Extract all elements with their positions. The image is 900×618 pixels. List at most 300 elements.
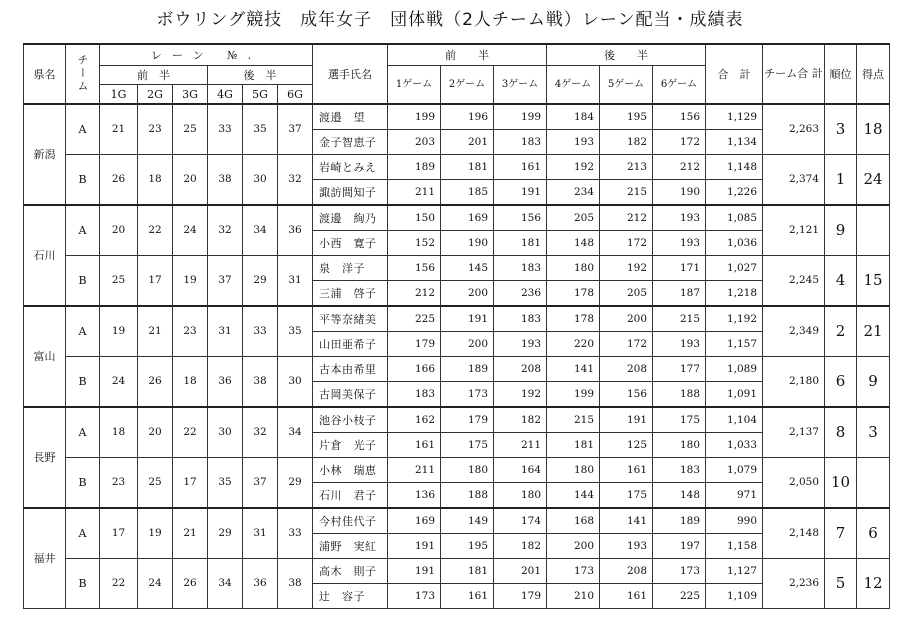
lane-number: 22	[138, 205, 173, 256]
game-score: 161	[600, 458, 653, 483]
lane-number: 29	[208, 508, 243, 559]
lane-number: 26	[138, 357, 173, 408]
table-row	[24, 104, 890, 130]
game-score: 179	[388, 332, 441, 357]
game-score: 178	[547, 306, 600, 332]
team-total: 2,245	[763, 256, 825, 307]
team-rank: 7	[825, 508, 857, 559]
lane-number: 19	[100, 306, 138, 357]
game-score: 183	[388, 382, 441, 408]
team-points	[857, 205, 890, 256]
game-score: 169	[441, 205, 494, 231]
player-name: 渡邉 望	[313, 104, 388, 130]
game-score: 225	[653, 584, 706, 609]
game-score: 178	[547, 281, 600, 307]
header-lane-2g: 2G	[138, 85, 173, 105]
table-row	[24, 155, 890, 180]
lane-number: 30	[243, 155, 278, 206]
lane-number: 23	[173, 306, 208, 357]
lane-number: 17	[138, 256, 173, 307]
player-total: 1,089	[706, 357, 763, 382]
game-score: 200	[600, 306, 653, 332]
game-score: 183	[494, 130, 547, 155]
lane-number: 38	[243, 357, 278, 408]
player-name: 今村佳代子	[313, 508, 388, 534]
game-score: 236	[494, 281, 547, 307]
lane-number: 22	[173, 407, 208, 458]
game-score: 199	[547, 382, 600, 408]
lane-number: 36	[208, 357, 243, 408]
player-total: 990	[706, 508, 763, 534]
game-score: 173	[547, 559, 600, 584]
team-label: B	[66, 559, 100, 609]
header-lane: レーン №.	[100, 44, 313, 66]
player-total: 1,027	[706, 256, 763, 281]
game-score: 234	[547, 180, 600, 206]
game-score: 172	[653, 130, 706, 155]
team-rank: 8	[825, 407, 857, 458]
game-score: 150	[388, 205, 441, 231]
header-team: チーム	[66, 44, 100, 104]
prefecture-name: 長野	[24, 407, 66, 508]
game-score: 208	[600, 357, 653, 382]
lane-number: 18	[173, 357, 208, 408]
team-total: 2,263	[763, 104, 825, 155]
player-name: 池谷小枝子	[313, 407, 388, 433]
game-score: 148	[653, 483, 706, 509]
game-score: 185	[441, 180, 494, 206]
team-total: 2,121	[763, 205, 825, 256]
game-score: 191	[388, 559, 441, 584]
header-lane-3g: 3G	[173, 85, 208, 105]
team-rank: 10	[825, 458, 857, 509]
team-total: 2,050	[763, 458, 825, 509]
lane-number: 18	[100, 407, 138, 458]
game-score: 144	[547, 483, 600, 509]
game-score: 173	[441, 382, 494, 408]
prefecture-name: 新潟	[24, 104, 66, 205]
game-score: 180	[653, 433, 706, 458]
game-score: 192	[494, 382, 547, 408]
table-row	[24, 256, 890, 281]
lane-number: 19	[173, 256, 208, 307]
lane-number: 31	[243, 508, 278, 559]
prefecture-name: 石川	[24, 205, 66, 306]
game-score: 141	[547, 357, 600, 382]
game-score: 187	[653, 281, 706, 307]
team-points: 21	[857, 306, 890, 357]
game-score: 205	[547, 205, 600, 231]
header-total: 合 計	[706, 44, 763, 104]
game-score: 192	[600, 256, 653, 281]
team-points: 18	[857, 104, 890, 155]
team-total: 2,180	[763, 357, 825, 408]
header-game-2: 2ゲーム	[441, 66, 494, 105]
game-score: 161	[600, 584, 653, 609]
table-body	[24, 104, 890, 609]
team-label: A	[66, 205, 100, 256]
game-score: 193	[653, 231, 706, 256]
lane-number: 35	[243, 104, 278, 155]
player-name: 浦野 実紅	[313, 534, 388, 559]
lane-number: 32	[208, 205, 243, 256]
lane-number: 24	[173, 205, 208, 256]
game-score: 179	[441, 407, 494, 433]
game-score: 148	[547, 231, 600, 256]
game-score: 201	[441, 130, 494, 155]
game-score: 183	[494, 256, 547, 281]
game-score: 215	[600, 180, 653, 206]
team-label: B	[66, 357, 100, 408]
game-score: 190	[653, 180, 706, 206]
game-score: 211	[494, 433, 547, 458]
team-label: B	[66, 155, 100, 206]
game-score: 162	[388, 407, 441, 433]
player-total: 1,226	[706, 180, 763, 206]
lane-number: 33	[208, 104, 243, 155]
player-total: 1,109	[706, 584, 763, 609]
player-name: 金子智恵子	[313, 130, 388, 155]
lane-number: 32	[243, 407, 278, 458]
team-total: 2,148	[763, 508, 825, 559]
lane-number: 24	[138, 559, 173, 609]
player-name: 渡邊 絢乃	[313, 205, 388, 231]
game-score: 174	[494, 508, 547, 534]
team-rank: 6	[825, 357, 857, 408]
team-rank: 9	[825, 205, 857, 256]
player-name: 諏訪間知子	[313, 180, 388, 206]
player-total: 1,158	[706, 534, 763, 559]
game-score: 177	[653, 357, 706, 382]
lane-number: 38	[208, 155, 243, 206]
lane-number: 21	[100, 104, 138, 155]
game-score: 205	[600, 281, 653, 307]
game-score: 181	[441, 155, 494, 180]
game-score: 169	[388, 508, 441, 534]
game-score: 211	[388, 180, 441, 206]
team-label: A	[66, 104, 100, 155]
game-score: 191	[441, 306, 494, 332]
game-score: 175	[600, 483, 653, 509]
game-score: 192	[547, 155, 600, 180]
game-score: 225	[388, 306, 441, 332]
lane-number: 30	[278, 357, 313, 408]
lane-number: 33	[278, 508, 313, 559]
game-score: 212	[388, 281, 441, 307]
player-total: 1,033	[706, 433, 763, 458]
game-score: 180	[441, 458, 494, 483]
lane-number: 20	[173, 155, 208, 206]
team-label: B	[66, 458, 100, 509]
table-row	[24, 306, 890, 332]
header-game-3: 3ゲーム	[494, 66, 547, 105]
player-total: 1,127	[706, 559, 763, 584]
team-points: 24	[857, 155, 890, 206]
game-score: 156	[494, 205, 547, 231]
table-header	[24, 44, 890, 104]
player-total: 1,104	[706, 407, 763, 433]
game-score: 182	[494, 534, 547, 559]
team-label: A	[66, 508, 100, 559]
lane-number: 22	[100, 559, 138, 609]
game-score: 188	[653, 382, 706, 408]
lane-number: 31	[278, 256, 313, 307]
team-total: 2,137	[763, 407, 825, 458]
player-name: 山田亜希子	[313, 332, 388, 357]
header-score-second: 後 半	[547, 44, 706, 66]
player-total: 1,157	[706, 332, 763, 357]
header-player: 選手氏名	[313, 44, 388, 104]
team-label: A	[66, 306, 100, 357]
game-score: 196	[441, 104, 494, 130]
game-score: 172	[600, 332, 653, 357]
table-row	[24, 559, 890, 584]
lane-number: 31	[208, 306, 243, 357]
player-name: 片倉 光子	[313, 433, 388, 458]
lane-number: 24	[100, 357, 138, 408]
player-name: 古岡美保子	[313, 382, 388, 408]
table-row	[24, 508, 890, 534]
header-game-4: 4ゲーム	[547, 66, 600, 105]
lane-number: 37	[208, 256, 243, 307]
game-score: 156	[653, 104, 706, 130]
game-score: 175	[653, 407, 706, 433]
team-total: 2,374	[763, 155, 825, 206]
game-score: 136	[388, 483, 441, 509]
team-rank: 1	[825, 155, 857, 206]
team-label: B	[66, 256, 100, 307]
game-score: 156	[600, 382, 653, 408]
team-total: 2,236	[763, 559, 825, 609]
game-score: 210	[547, 584, 600, 609]
game-score: 175	[441, 433, 494, 458]
team-rank: 3	[825, 104, 857, 155]
game-score: 183	[653, 458, 706, 483]
game-score: 180	[547, 256, 600, 281]
game-score: 189	[441, 357, 494, 382]
player-total: 1,091	[706, 382, 763, 408]
team-points: 3	[857, 407, 890, 458]
header-lane-second: 後 半	[208, 66, 313, 85]
player-total: 971	[706, 483, 763, 509]
game-score: 213	[600, 155, 653, 180]
game-score: 164	[494, 458, 547, 483]
game-score: 172	[600, 231, 653, 256]
game-score: 203	[388, 130, 441, 155]
team-label: A	[66, 407, 100, 458]
lane-number: 25	[100, 256, 138, 307]
lane-number: 17	[173, 458, 208, 509]
game-score: 201	[494, 559, 547, 584]
game-score: 191	[600, 407, 653, 433]
lane-number: 34	[278, 407, 313, 458]
team-points: 15	[857, 256, 890, 307]
game-score: 195	[600, 104, 653, 130]
team-points: 6	[857, 508, 890, 559]
table-row	[24, 205, 890, 231]
results-table	[23, 43, 890, 609]
game-score: 173	[653, 559, 706, 584]
lane-number: 29	[243, 256, 278, 307]
player-name: 泉 洋子	[313, 256, 388, 281]
game-score: 193	[547, 130, 600, 155]
game-score: 200	[441, 281, 494, 307]
player-total: 1,129	[706, 104, 763, 130]
lane-number: 37	[243, 458, 278, 509]
game-score: 171	[653, 256, 706, 281]
player-total: 1,134	[706, 130, 763, 155]
player-total: 1,036	[706, 231, 763, 256]
game-score: 180	[547, 458, 600, 483]
lane-number: 25	[173, 104, 208, 155]
game-score: 168	[547, 508, 600, 534]
game-score: 220	[547, 332, 600, 357]
team-rank: 5	[825, 559, 857, 609]
lane-number: 26	[173, 559, 208, 609]
game-score: 125	[600, 433, 653, 458]
team-points: 9	[857, 357, 890, 408]
game-score: 182	[600, 130, 653, 155]
game-score: 181	[547, 433, 600, 458]
player-total: 1,192	[706, 306, 763, 332]
table-row	[24, 357, 890, 382]
game-score: 193	[653, 205, 706, 231]
player-name: 小西 寛子	[313, 231, 388, 256]
lane-number: 36	[278, 205, 313, 256]
game-score: 181	[441, 559, 494, 584]
game-score: 195	[441, 534, 494, 559]
lane-number: 38	[278, 559, 313, 609]
game-score: 173	[388, 584, 441, 609]
prefecture-name: 福井	[24, 508, 66, 609]
header-rank: 順位	[825, 44, 857, 104]
game-score: 161	[441, 584, 494, 609]
game-score: 179	[494, 584, 547, 609]
lane-number: 26	[100, 155, 138, 206]
lane-number: 19	[138, 508, 173, 559]
lane-number: 18	[138, 155, 173, 206]
player-total: 1,079	[706, 458, 763, 483]
game-score: 215	[653, 306, 706, 332]
header-pref: 県名	[24, 44, 66, 104]
lane-number: 20	[100, 205, 138, 256]
game-score: 161	[388, 433, 441, 458]
lane-number: 34	[243, 205, 278, 256]
header-game-1: 1ゲーム	[388, 66, 441, 105]
game-score: 208	[494, 357, 547, 382]
game-score: 212	[653, 155, 706, 180]
game-score: 193	[600, 534, 653, 559]
lane-number: 35	[278, 306, 313, 357]
game-score: 184	[547, 104, 600, 130]
player-name: 岩崎とみえ	[313, 155, 388, 180]
lane-number: 36	[243, 559, 278, 609]
player-name: 高木 則子	[313, 559, 388, 584]
player-total: 1,218	[706, 281, 763, 307]
header-points: 得点	[857, 44, 890, 104]
team-rank: 4	[825, 256, 857, 307]
player-name: 三浦 啓子	[313, 281, 388, 307]
lane-number: 20	[138, 407, 173, 458]
player-name: 辻 容子	[313, 584, 388, 609]
player-name: 小林 瑞恵	[313, 458, 388, 483]
lane-number: 30	[208, 407, 243, 458]
lane-number: 29	[278, 458, 313, 509]
game-score: 215	[547, 407, 600, 433]
game-score: 189	[388, 155, 441, 180]
game-score: 161	[494, 155, 547, 180]
game-score: 199	[494, 104, 547, 130]
player-name: 平等奈緒美	[313, 306, 388, 332]
lane-number: 21	[173, 508, 208, 559]
game-score: 182	[494, 407, 547, 433]
game-score: 191	[494, 180, 547, 206]
game-score: 200	[441, 332, 494, 357]
header-team-total: チーム合 計	[763, 44, 825, 104]
header-lane-4g: 4G	[208, 85, 243, 105]
game-score: 152	[388, 231, 441, 256]
game-score: 212	[600, 205, 653, 231]
header-lane-5g: 5G	[243, 85, 278, 105]
lane-number: 37	[278, 104, 313, 155]
header-score-first: 前 半	[388, 44, 547, 66]
game-score: 188	[441, 483, 494, 509]
header-lane-1g: 1G	[100, 85, 138, 105]
game-score: 156	[388, 256, 441, 281]
game-score: 180	[494, 483, 547, 509]
player-total: 1,148	[706, 155, 763, 180]
lane-number: 34	[208, 559, 243, 609]
team-points: 12	[857, 559, 890, 609]
page-title: ボウリング競技 成年女子 団体戦（2人チーム戦）レーン配当・成績表	[156, 10, 744, 30]
game-score: 145	[441, 256, 494, 281]
game-score: 193	[494, 332, 547, 357]
game-score: 183	[494, 306, 547, 332]
game-score: 208	[600, 559, 653, 584]
game-score: 149	[441, 508, 494, 534]
game-score: 193	[653, 332, 706, 357]
game-score: 166	[388, 357, 441, 382]
lane-number: 32	[278, 155, 313, 206]
prefecture-name: 富山	[24, 306, 66, 407]
game-score: 141	[600, 508, 653, 534]
lane-number: 17	[100, 508, 138, 559]
game-score: 200	[547, 534, 600, 559]
lane-number: 23	[100, 458, 138, 509]
header-game-6: 6ゲーム	[653, 66, 706, 105]
game-score: 199	[388, 104, 441, 130]
player-name: 石川 君子	[313, 483, 388, 509]
header-lane-6g: 6G	[278, 85, 313, 105]
game-score: 197	[653, 534, 706, 559]
lane-number: 25	[138, 458, 173, 509]
team-rank: 2	[825, 306, 857, 357]
lane-number: 21	[138, 306, 173, 357]
team-total: 2,349	[763, 306, 825, 357]
game-score: 191	[388, 534, 441, 559]
player-total: 1,085	[706, 205, 763, 231]
team-points	[857, 458, 890, 509]
lane-number: 33	[243, 306, 278, 357]
game-score: 190	[441, 231, 494, 256]
game-score: 189	[653, 508, 706, 534]
table-row	[24, 407, 890, 433]
header-lane-first: 前 半	[100, 66, 208, 85]
table-row	[24, 458, 890, 483]
header-game-5: 5ゲーム	[600, 66, 653, 105]
game-score: 211	[388, 458, 441, 483]
player-name: 古本由希里	[313, 357, 388, 382]
